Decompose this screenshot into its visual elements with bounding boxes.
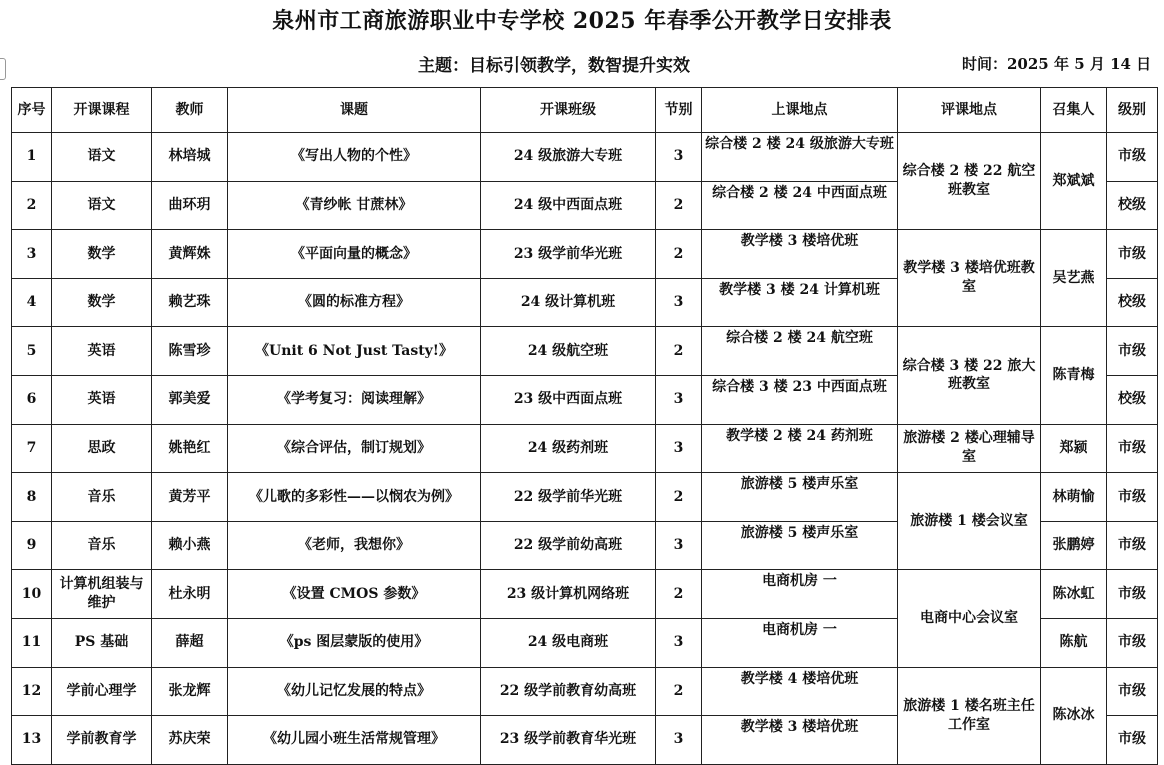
- cell-period: 2: [656, 327, 702, 376]
- cell-topic: 《幼儿园小班生活常规管理》: [228, 716, 481, 765]
- cell-level: 校级: [1107, 375, 1158, 424]
- cell-class: 23 级学前教育华光班: [481, 716, 656, 765]
- cell-course: 学前心理学: [52, 667, 152, 716]
- table-row: [12, 230, 1158, 279]
- cell-level: 校级: [1107, 181, 1158, 230]
- cell-review-location: 旅游楼 2 楼心理辅导室: [898, 424, 1041, 473]
- cell-class: 23 级中西面点班: [481, 375, 656, 424]
- cell-teacher: 薛超: [152, 618, 228, 667]
- cell-convener: 吴艺燕: [1041, 230, 1107, 327]
- header-review-location: 评课地点: [898, 88, 1041, 133]
- document-date: 时间：2025 年 5 月 14 日: [962, 55, 1152, 73]
- cell-convener: 陈冰虹: [1041, 570, 1107, 619]
- cell-location: 教学楼 3 楼培优班: [702, 230, 898, 279]
- cell-topic: 《圆的标准方程》: [228, 278, 481, 327]
- cell-class: 22 级学前幼高班: [481, 521, 656, 570]
- cell-period: 2: [656, 230, 702, 279]
- cell-review-location: 旅游楼 1 楼名班主任工作室: [898, 667, 1041, 764]
- cell-period: 3: [656, 424, 702, 473]
- cell-class: 24 级计算机班: [481, 278, 656, 327]
- cell-no: 1: [12, 133, 52, 182]
- cell-class: 23 级计算机网络班: [481, 570, 656, 619]
- cell-review-location: 教学楼 3 楼培优班教室: [898, 230, 1041, 327]
- cell-convener: 陈青梅: [1041, 327, 1107, 424]
- header-class: 开课班级: [481, 88, 656, 133]
- cell-course: 语文: [52, 133, 152, 182]
- cell-period: 3: [656, 618, 702, 667]
- header-teacher: 教师: [152, 88, 228, 133]
- cell-period: 3: [656, 133, 702, 182]
- cell-period: 2: [656, 570, 702, 619]
- cell-topic: 《老师，我想你》: [228, 521, 481, 570]
- cell-topic: 《平面向量的概念》: [228, 230, 481, 279]
- cell-no: 3: [12, 230, 52, 279]
- cell-class: 24 级电商班: [481, 618, 656, 667]
- cell-convener: 郑斌斌: [1041, 133, 1107, 230]
- cell-no: 9: [12, 521, 52, 570]
- cell-teacher: 陈雪珍: [152, 327, 228, 376]
- cell-class: 24 级航空班: [481, 327, 656, 376]
- cell-course: 音乐: [52, 521, 152, 570]
- cell-course: 英语: [52, 375, 152, 424]
- cell-location: 电商机房 一: [702, 570, 898, 619]
- cell-topic: 《Unit 6 Not Just Tasty!》: [228, 327, 481, 376]
- cell-location: 电商机房 一: [702, 618, 898, 667]
- cell-course: 数学: [52, 278, 152, 327]
- cell-teacher: 赖艺珠: [152, 278, 228, 327]
- header-topic: 课题: [228, 88, 481, 133]
- cell-topic: 《ps 图层蒙版的使用》: [228, 618, 481, 667]
- cell-course: 思政: [52, 424, 152, 473]
- table-row: [12, 424, 1158, 473]
- header-convener: 召集人: [1041, 88, 1107, 133]
- cell-level: 市级: [1107, 327, 1158, 376]
- cell-teacher: 黄芳平: [152, 473, 228, 522]
- cell-topic: 《青纱帐 甘蔗林》: [228, 181, 481, 230]
- table-row: [12, 570, 1158, 619]
- table-row: [12, 327, 1158, 376]
- table-row: [12, 667, 1158, 716]
- cell-level: 市级: [1107, 716, 1158, 765]
- cell-course: PS 基础: [52, 618, 152, 667]
- cell-location: 综合楼 2 楼 24 级旅游大专班: [702, 133, 898, 182]
- cell-location: 综合楼 2 楼 24 中西面点班: [702, 181, 898, 230]
- cell-level: 市级: [1107, 230, 1158, 279]
- cell-no: 2: [12, 181, 52, 230]
- cell-no: 5: [12, 327, 52, 376]
- cell-location: 旅游楼 5 楼声乐室: [702, 473, 898, 522]
- cell-period: 2: [656, 667, 702, 716]
- cell-no: 6: [12, 375, 52, 424]
- cell-convener: 张鹏婷: [1041, 521, 1107, 570]
- cell-level: 市级: [1107, 521, 1158, 570]
- header-course: 开课课程: [52, 88, 152, 133]
- cell-review-location: 电商中心会议室: [898, 570, 1041, 667]
- cell-convener: 林萌愉: [1041, 473, 1107, 522]
- cell-convener: 陈航: [1041, 618, 1107, 667]
- cell-teacher: 曲环玥: [152, 181, 228, 230]
- cell-no: 7: [12, 424, 52, 473]
- document-theme: 主题：目标引领教学，数智提升实效: [418, 56, 690, 76]
- cell-level: 市级: [1107, 618, 1158, 667]
- cell-class: 24 级药剂班: [481, 424, 656, 473]
- cell-course: 语文: [52, 181, 152, 230]
- cell-level: 校级: [1107, 278, 1158, 327]
- cell-review-location: 综合楼 3 楼 22 旅大班教室: [898, 327, 1041, 424]
- cell-location: 教学楼 3 楼 24 计算机班: [702, 278, 898, 327]
- cell-no: 11: [12, 618, 52, 667]
- cell-period: 3: [656, 375, 702, 424]
- cell-period: 2: [656, 473, 702, 522]
- header-period: 节别: [656, 88, 702, 133]
- cell-class: 24 级旅游大专班: [481, 133, 656, 182]
- header-level: 级别: [1107, 88, 1158, 133]
- cell-course: 学前教育学: [52, 716, 152, 765]
- cell-teacher: 赖小燕: [152, 521, 228, 570]
- cell-course: 数学: [52, 230, 152, 279]
- cell-no: 8: [12, 473, 52, 522]
- cell-level: 市级: [1107, 570, 1158, 619]
- table-row: [12, 133, 1158, 182]
- cell-no: 13: [12, 716, 52, 765]
- cell-no: 12: [12, 667, 52, 716]
- cell-location: 综合楼 2 楼 24 航空班: [702, 327, 898, 376]
- cell-location: 旅游楼 5 楼声乐室: [702, 521, 898, 570]
- cell-teacher: 林培城: [152, 133, 228, 182]
- cell-teacher: 杜永明: [152, 570, 228, 619]
- cell-class: 24 级中西面点班: [481, 181, 656, 230]
- header-location: 上课地点: [702, 88, 898, 133]
- cell-no: 4: [12, 278, 52, 327]
- cell-class: 23 级学前华光班: [481, 230, 656, 279]
- cell-course: 音乐: [52, 473, 152, 522]
- cell-topic: 《综合评估，制订规划》: [228, 424, 481, 473]
- cell-location: 教学楼 4 楼培优班: [702, 667, 898, 716]
- cell-topic: 《幼儿记忆发展的特点》: [228, 667, 481, 716]
- cell-class: 22 级学前教育幼高班: [481, 667, 656, 716]
- table-header-row: [12, 88, 1158, 133]
- cell-topic: 《写出人物的个性》: [228, 133, 481, 182]
- cell-review-location: 综合楼 2 楼 22 航空班教室: [898, 133, 1041, 230]
- cell-convener: 陈冰冰: [1041, 667, 1107, 764]
- document-title: 泉州市工商旅游职业中专学校 2025 年春季公开教学日安排表: [272, 8, 892, 34]
- cell-location: 教学楼 2 楼 24 药剂班: [702, 424, 898, 473]
- cell-level: 市级: [1107, 667, 1158, 716]
- cell-review-location: 旅游楼 1 楼会议室: [898, 473, 1041, 570]
- cell-topic: 《学考复习：阅读理解》: [228, 375, 481, 424]
- cell-level: 市级: [1107, 424, 1158, 473]
- cell-teacher: 苏庆荣: [152, 716, 228, 765]
- cell-period: 3: [656, 278, 702, 327]
- header-no: 序号: [12, 88, 52, 133]
- cell-convener: 郑颍: [1041, 424, 1107, 473]
- cell-period: 3: [656, 716, 702, 765]
- cell-location: 综合楼 3 楼 23 中西面点班: [702, 375, 898, 424]
- cell-teacher: 黄辉姝: [152, 230, 228, 279]
- cell-no: 10: [12, 570, 52, 619]
- window-edge-handle: [0, 58, 6, 80]
- cell-teacher: 张龙辉: [152, 667, 228, 716]
- cell-teacher: 郭美爱: [152, 375, 228, 424]
- table-row: [12, 473, 1158, 522]
- cell-topic: 《设置 CMOS 参数》: [228, 570, 481, 619]
- cell-location: 教学楼 3 楼培优班: [702, 716, 898, 765]
- cell-teacher: 姚艳红: [152, 424, 228, 473]
- cell-course: 英语: [52, 327, 152, 376]
- cell-course: 计算机组装与维护: [52, 570, 152, 619]
- cell-period: 3: [656, 521, 702, 570]
- cell-level: 市级: [1107, 133, 1158, 182]
- cell-level: 市级: [1107, 473, 1158, 522]
- cell-topic: 《儿歌的多彩性——以悯农为例》: [228, 473, 481, 522]
- cell-class: 22 级学前华光班: [481, 473, 656, 522]
- cell-period: 2: [656, 181, 702, 230]
- schedule-table: [11, 87, 1158, 765]
